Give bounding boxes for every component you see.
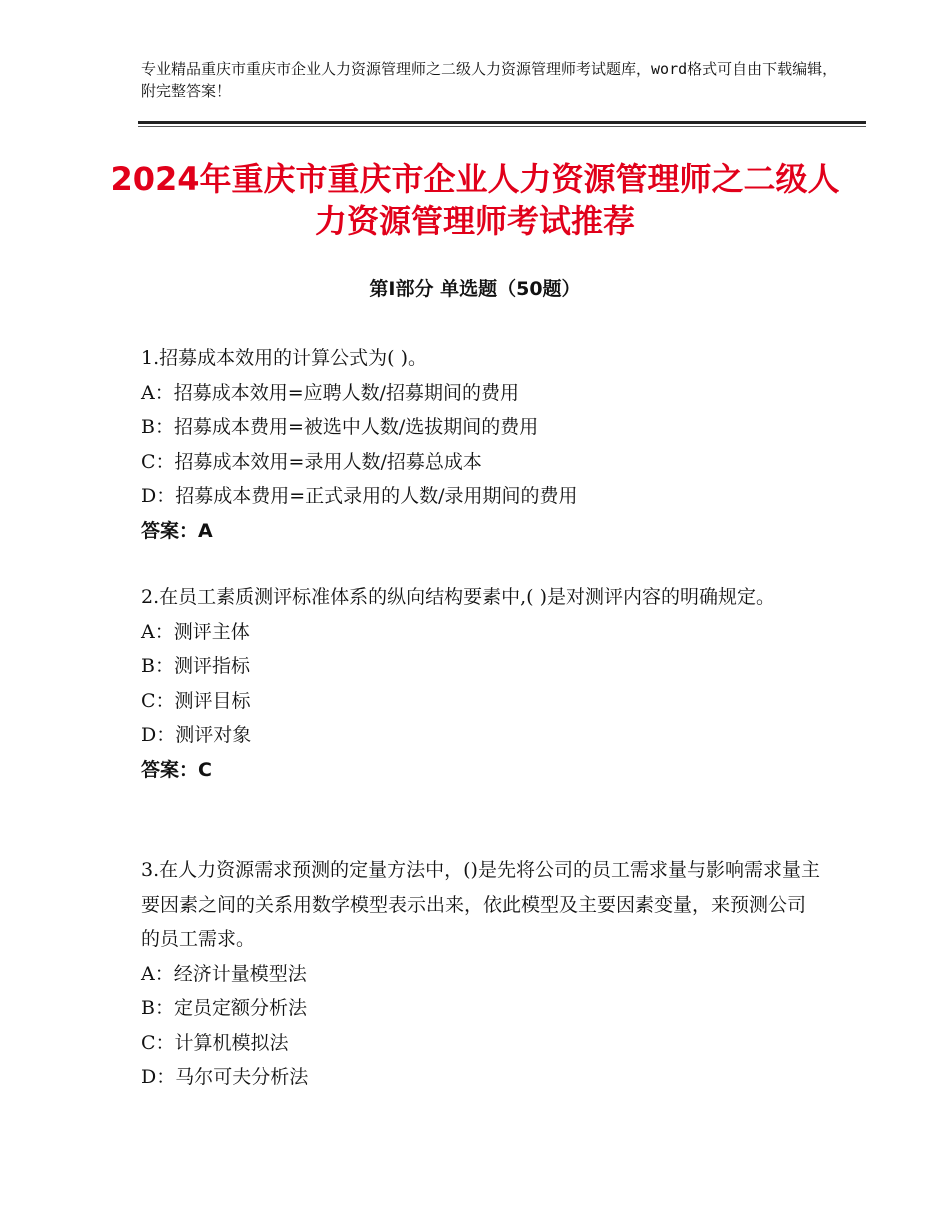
question-block-2 xyxy=(141,580,821,787)
option-d: D：招募成本费用=正式录用的人数/录用期间的费用 xyxy=(141,485,578,507)
option-c: C：测评目标 xyxy=(141,689,251,712)
question-stem: 1.招募成本效用的计算公式为( )。 xyxy=(141,347,427,369)
option-d: D：测评对象 xyxy=(141,724,252,746)
section-title: 第Ⅰ部分 单选题（50题） xyxy=(369,278,581,300)
header-rule-thick xyxy=(138,121,866,124)
option-a: A：经济计量模型法 xyxy=(141,962,307,985)
question-stem: 3.在人力资源需求预测的定量方法中，()是先将公司的员工需求量与影响需求量主要因素之间的关系用数学模型表示出来，依此模型及主要因素变量，来预测公司的员工需求。 xyxy=(141,859,820,950)
option-a: A：招募成本效用=应聘人数/招募期间的费用 xyxy=(141,381,520,404)
question-block-1 xyxy=(141,341,821,548)
header-rule-thin xyxy=(138,126,866,127)
option-d: D：马尔可夫分析法 xyxy=(141,1066,309,1088)
document-title: 2024年重庆市重庆市企业人力资源管理师之二级人力资源管理师考试推荐 xyxy=(110,160,840,240)
option-b: B：招募成本费用=被选中人数/选拔期间的费用 xyxy=(141,416,539,438)
answer: 答案：C xyxy=(141,758,212,781)
answer: 答案：A xyxy=(141,519,213,542)
option-b: B：定员定额分析法 xyxy=(141,997,307,1019)
header-note: 专业精品重庆市重庆市企业人力资源管理师之二级人力资源管理师考试题库，word格式可自由下载编辑，附完整答案！ xyxy=(141,60,838,100)
option-c: C：招募成本效用=录用人数/招募总成本 xyxy=(141,450,482,473)
question-block-3 xyxy=(141,853,821,1095)
question-stem: 2.在员工素质测评标准体系的纵向结构要素中,( )是对测评内容的明确规定。 xyxy=(141,586,776,608)
option-a: A：测评主体 xyxy=(141,620,250,643)
option-c: C：计算机模拟法 xyxy=(141,1031,289,1054)
option-b: B：测评指标 xyxy=(141,655,250,677)
